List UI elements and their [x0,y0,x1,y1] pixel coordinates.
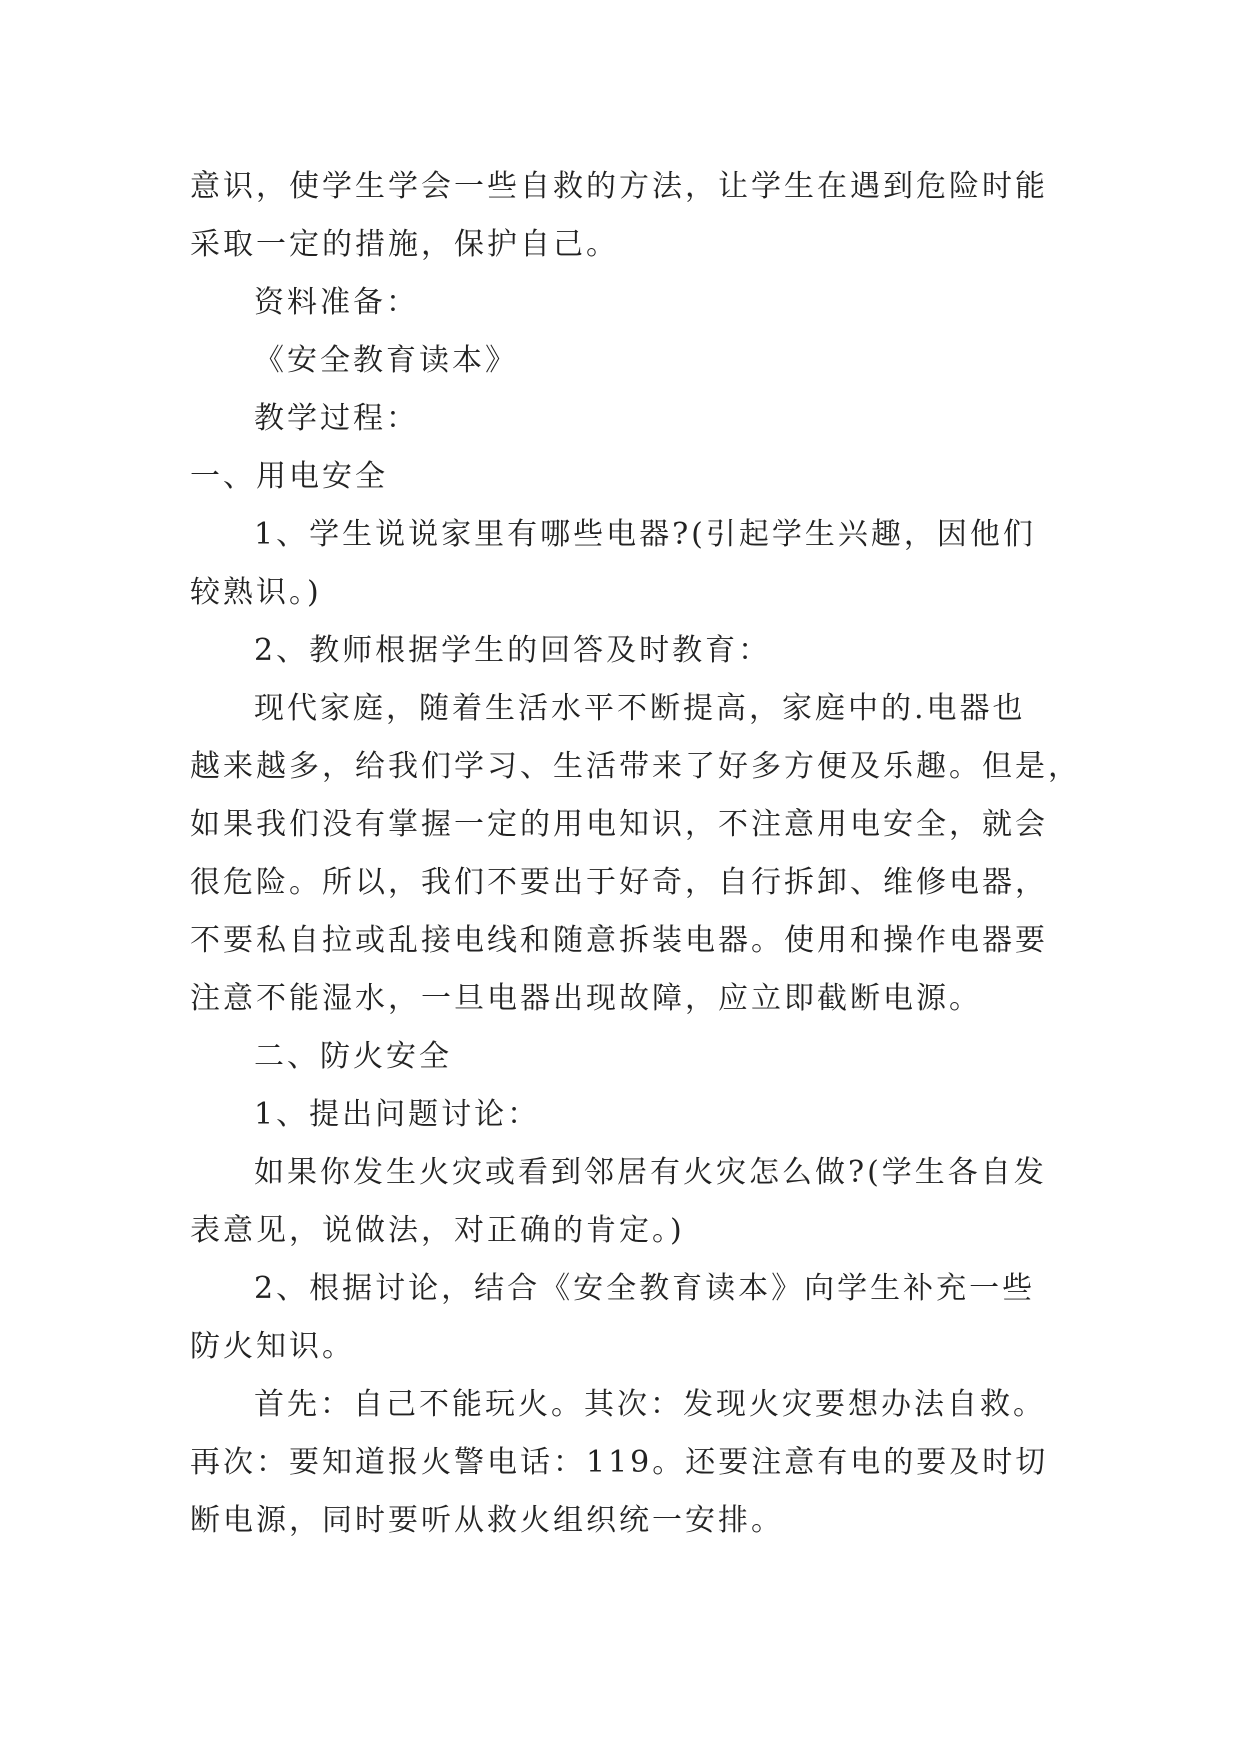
text-line: 现代家庭，随着生活水平不断提高，家庭中的.电器也 [254,691,1026,726]
text-line: 采取一定的措施，保护自己。 [190,227,619,262]
text-line: 防火知识。 [190,1329,355,1364]
text-line: 教学过程： [254,401,419,436]
text-line: 意识，使学生学会一些自救的方法，让学生在遇到危险时能 [190,169,1048,204]
text-line: 1、提出问题讨论： [254,1097,541,1132]
text-line: 较熟识。) [190,575,322,610]
text-line: 断电源，同时要听从救火组织统一安排。 [190,1503,784,1538]
text-line: 越来越多，给我们学习、生活带来了好多方便及乐趣。但是， [190,749,1081,784]
text-line: 首先：自己不能玩火。其次：发现火灾要想办法自救。 [254,1387,1046,1422]
text-line: 如果我们没有掌握一定的用电知识，不注意用电安全，就会 [190,807,1048,842]
text-line: 2、根据讨论，结合《安全教育读本》向学生补充一些 [254,1271,1036,1306]
text-line: 如果你发生火灾或看到邻居有火灾怎么做?(学生各自发 [254,1155,1047,1190]
text-line: 很危险。所以，我们不要出于好奇，自行拆卸、维修电器， [190,865,1048,900]
text-line: 资料准备： [254,285,419,320]
text-line: 注意不能湿水，一旦电器出现故障，应立即截断电源。 [190,981,982,1016]
document-body [190,158,1081,1550]
text-line: 2、教师根据学生的回答及时教育： [254,633,772,668]
text-line: 表意见，说做法，对正确的肯定。) [190,1213,685,1248]
text-line: 一、用电安全 [190,459,388,494]
text-line: 再次：要知道报火警电话：119。还要注意有电的要及时切 [190,1445,1049,1480]
text-line: 1、学生说说家里有哪些电器?(引起学生兴趣，因他们 [254,517,1036,552]
text-line: 《安全教育读本》 [254,343,518,378]
text-line: 二、防火安全 [254,1039,452,1074]
text-line: 不要私自拉或乱接电线和随意拆装电器。使用和操作电器要 [190,923,1048,958]
